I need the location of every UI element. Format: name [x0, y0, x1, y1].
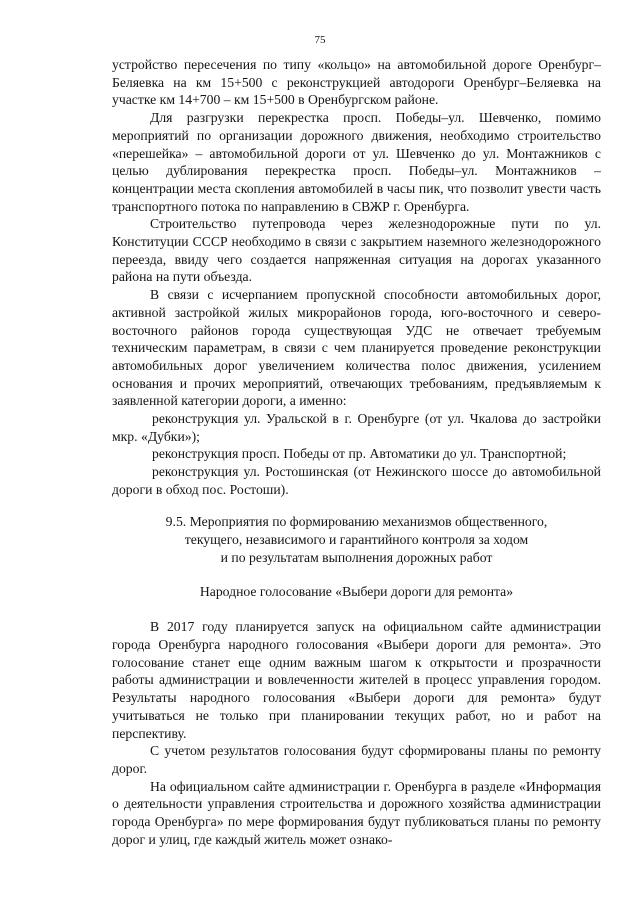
- paragraph-reconstruction: В связи с исчерпанием пропускной способности автомобильных дорог, активной застройкой жилых микрорайонов города, юго-восточного и северо-восточного районов города существующая УДС не отвечает требуемым техническим параметрам, в связи с чем планируется проведение реконструкции автомобильных дорог увеличением количества полос движения, усилением основания и прочих мероприятий, отвечающих требованиям, предъявляемым к заявленной категории дороги, а именно:: [112, 287, 601, 409]
- paragraph-voting-launch: В 2017 году планируется запуск на официальном сайте администрации города Оренбурга народного голосования «Выбери дороги для ремонта». Это голосование станет еще одним важным шагом к открытости и прозрачности работы администрации и вовлеченности жителей в процесс управления городом. Результаты народного голосования «Выбери дороги для ремонта» будут учитываться не только при планировании текущих работ, но и работ на перспективу.: [112, 619, 601, 741]
- paragraph-plans: С учетом результатов голосования будут сформированы планы по ремонту дорог.: [112, 743, 601, 776]
- paragraph-shevchenko: Для разгрузки перекрестка просп. Победы–ул. Шевченко, помимо мероприятий по организации дорожного движения, необходимо строительство «перешейка» – автомобильной дороги от ул. Шевченко до ул. Монтажников с целью дублирования перекрестка просп. Победы–ул. Монтажников – концентрации места скопления автомобилей в часы пик, что позволит увести часть транспортного потока по направлению в СВЖР г. Оренбурга.: [112, 110, 601, 214]
- section-heading-line: 9.5. Мероприятия по формированию механизмов общественного,: [165, 513, 548, 529]
- page-number: 75: [314, 34, 326, 46]
- section-heading: [112, 513, 601, 567]
- list-item: реконструкция просп. Победы от пр. Автоматики до ул. Транспортной;: [152, 446, 567, 462]
- paragraph-continuation: устройство пересечения по типу «кольцо» на автомобильной дороге Оренбург–Беляевка на км 15+500 с реконструкцией автодороги Оренбург–Беляевка на участке км 14+700 – км 15+500 в Оренбургском районе.: [112, 57, 601, 108]
- document-body: [112, 56, 601, 848]
- section-heading-line: текущего, независимого и гарантийного контроля за ходом: [184, 531, 529, 547]
- list-item: реконструкция ул. Ростошинская (от Нежинского шоссе до автомобильной дороги в обход пос. Ростоши).: [112, 464, 601, 497]
- list-item: реконструкция ул. Уральской в г. Оренбурге (от ул. Чкалова до застройки мкр. «Дубки»);: [112, 411, 601, 444]
- paragraph-overpass: Строительство путепровода через железнодорожные пути по ул. Конституции СССР необходимо в связи с закрытием наземного железнодорожного переезда, ввиду чего создается напряженная ситуация на дорогах указанного района на пути объезда.: [112, 216, 601, 285]
- section-heading-line: и по результатам выполнения дорожных работ: [220, 549, 493, 565]
- paragraph-website: На официальном сайте администрации г. Оренбурга в разделе «Информация о деятельности управления строительства и дорожного хозяйства администрации города Оренбурга» по мере формирования будут публиковаться планы по ремонту дорог и улиц, где каждый житель может ознако-: [112, 778, 601, 847]
- subheading: Народное голосование «Выбери дороги для ремонта»: [199, 583, 514, 599]
